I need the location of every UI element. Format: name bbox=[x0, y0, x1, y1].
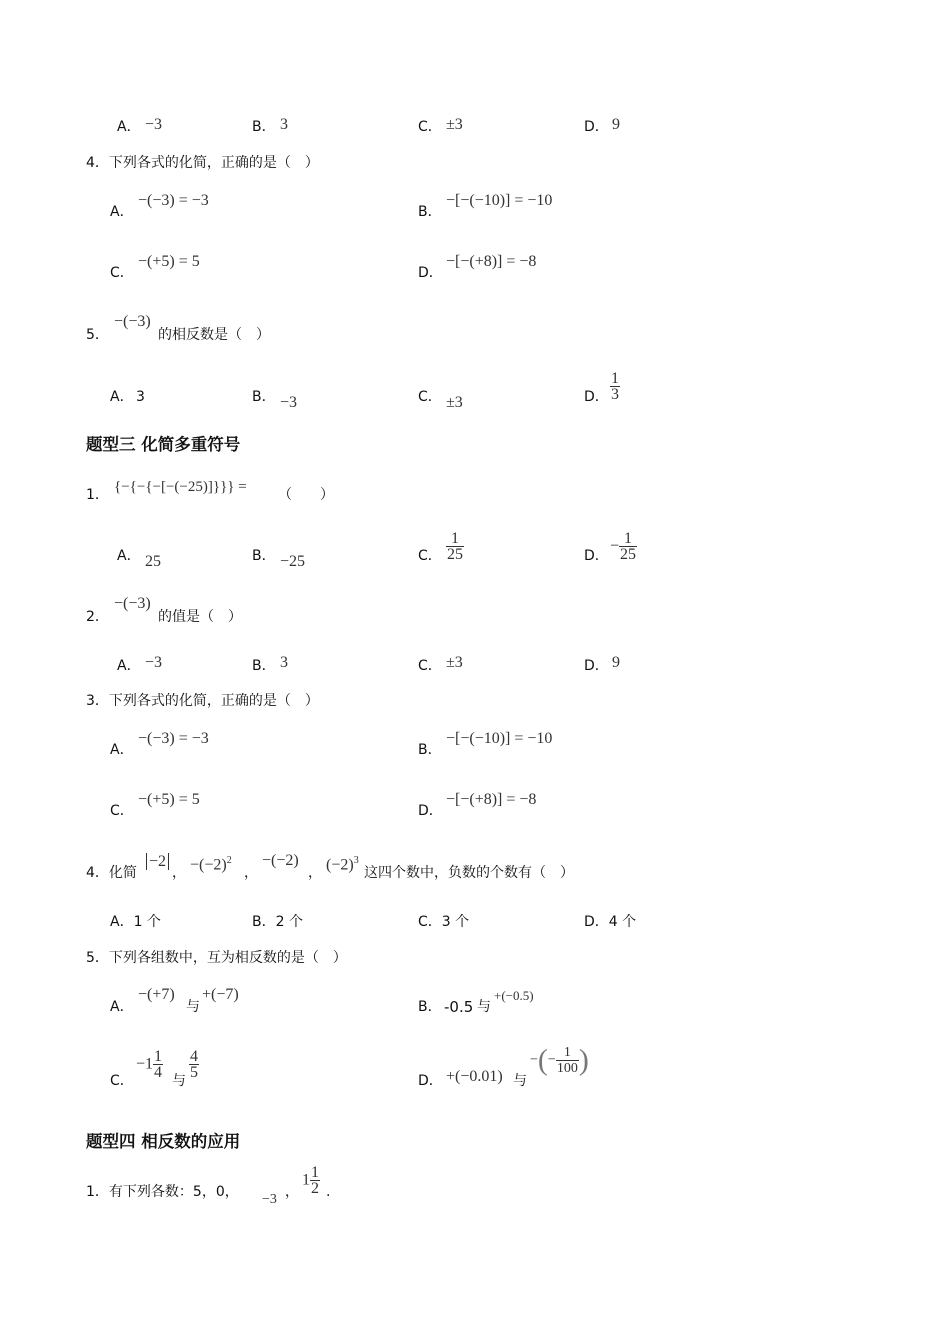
question-stem: 的值是（ ） bbox=[158, 609, 242, 625]
question-stem: （ ） bbox=[278, 487, 334, 503]
option-value-d: 9 bbox=[612, 116, 620, 133]
option-label-d: D． bbox=[584, 389, 609, 405]
option-label-a: A． bbox=[117, 658, 141, 674]
fraction-numerator: 1 bbox=[446, 531, 464, 547]
fraction-numerator: 4 bbox=[190, 1048, 198, 1065]
mixed-integer: 1 bbox=[302, 1171, 310, 1189]
option-fraction-d bbox=[610, 531, 637, 562]
option-label-a: A． bbox=[110, 999, 134, 1015]
question-number: 1． bbox=[86, 487, 109, 503]
minus-sign: − bbox=[547, 1052, 556, 1068]
fraction-denominator: 5 bbox=[190, 1064, 198, 1081]
option-value-b1: -0.5 bbox=[444, 998, 474, 1016]
option-value-b: −3 bbox=[280, 394, 298, 411]
option-fraction-d bbox=[610, 371, 620, 402]
question-stem-prefix: 4．化简 bbox=[86, 865, 137, 881]
section-title: 题型四 相反数的应用 bbox=[86, 1132, 241, 1151]
question-expression: {−{−{−[−(−25)]}}} = bbox=[114, 479, 247, 495]
fraction-denominator: 2 bbox=[311, 1180, 319, 1197]
option-value-c: ±3 bbox=[446, 654, 463, 671]
option-expression-b: −[−(−10)] = −10 bbox=[446, 730, 553, 747]
option-value-c: ±3 bbox=[446, 116, 463, 133]
option-value-b: 3 bbox=[280, 116, 288, 133]
minus-sign: − bbox=[610, 537, 620, 555]
option-expression-c: −(+5) = 5 bbox=[138, 253, 200, 270]
option-expression-d1: +(−0.01) bbox=[446, 1068, 503, 1085]
option-label-c: C． bbox=[110, 265, 134, 281]
option-label-d: D． bbox=[418, 265, 443, 281]
option-expression-a: −(−3) = −3 bbox=[138, 730, 209, 747]
option-value-d: 9 bbox=[612, 654, 620, 671]
option-label-c: C． bbox=[110, 803, 134, 819]
option-label-b: B． bbox=[418, 204, 442, 220]
power-exponent: 2 bbox=[226, 855, 232, 866]
section-title: 题型三 化简多重符号 bbox=[86, 435, 241, 454]
fraction-numerator: 1 bbox=[619, 531, 637, 547]
option-label-b: B． bbox=[252, 389, 276, 405]
mixed-integer: −1 bbox=[136, 1055, 154, 1073]
connector-yu: 与 bbox=[172, 1073, 186, 1089]
option-label-c: C． bbox=[110, 1073, 134, 1089]
option-expression-d: −[−(+8)] = −8 bbox=[446, 791, 537, 808]
option-mixed-fraction-c1 bbox=[136, 1049, 163, 1080]
comma-separator: ， bbox=[308, 865, 322, 881]
option-label-d: D． bbox=[418, 1073, 443, 1089]
fraction-denominator: 3 bbox=[611, 386, 619, 403]
question-stem: 1．有下列各数：5，0， bbox=[86, 1184, 239, 1200]
option-label-b: B． bbox=[418, 999, 442, 1015]
option-d: D．4 个 bbox=[584, 914, 637, 930]
option-label-a: A． bbox=[110, 204, 134, 220]
absolute-value-body: −2 bbox=[146, 853, 169, 870]
option-label-d: D． bbox=[418, 803, 443, 819]
option-label-a: A． bbox=[110, 742, 134, 758]
question-expression: −(−3) bbox=[114, 313, 151, 330]
question-stem: 4．下列各式的化简，正确的是（ ） bbox=[86, 155, 319, 171]
option-value-b: −25 bbox=[280, 553, 306, 570]
fraction-numerator: 1 bbox=[154, 1048, 163, 1065]
option-label-a: A． bbox=[117, 119, 141, 135]
option-expression-c: −(+5) = 5 bbox=[138, 791, 200, 808]
option-fraction-c bbox=[446, 531, 464, 562]
question-number: 2． bbox=[86, 609, 109, 625]
option-value-a: 3 bbox=[136, 389, 145, 405]
connector-yu: 与 bbox=[186, 999, 200, 1015]
option-b: B．2 个 bbox=[252, 914, 303, 930]
option-expression-a: −(−3) = −3 bbox=[138, 192, 209, 209]
option-label-c: C． bbox=[418, 658, 442, 674]
option-label-b: B． bbox=[252, 548, 276, 564]
negation-expression: −(−2) bbox=[262, 852, 299, 869]
fraction-denominator: 100 bbox=[556, 1061, 578, 1076]
option-value-b: 3 bbox=[280, 654, 288, 671]
option-label-d: D． bbox=[584, 658, 609, 674]
option-expression-a1: −(+7) bbox=[138, 986, 175, 1003]
question-stem: 5．下列各组数中，互为相反数的是（ ） bbox=[86, 950, 347, 966]
value-negative-three: −3 bbox=[262, 1192, 277, 1207]
question-stem-suffix: 这四个数中，负数的个数有（ ） bbox=[364, 865, 574, 881]
option-expression-a2: +(−7) bbox=[202, 986, 239, 1003]
question-stem: 的相反数是（ ） bbox=[158, 327, 270, 343]
option-value-a: −3 bbox=[145, 654, 163, 671]
power-base: −(−2) bbox=[190, 856, 227, 874]
fraction-denominator: 4 bbox=[154, 1064, 163, 1081]
option-label-a: A． bbox=[117, 548, 141, 564]
question-expression: −(−3) bbox=[114, 595, 151, 612]
question-stem: 3．下列各式的化简，正确的是（ ） bbox=[86, 693, 319, 709]
option-label-d: D． bbox=[584, 548, 609, 564]
question-number: 5． bbox=[86, 327, 109, 343]
power-expression-2 bbox=[326, 852, 359, 874]
comma-separator: ， bbox=[285, 1184, 299, 1200]
option-fraction-c2 bbox=[189, 1049, 199, 1080]
right-paren: ) bbox=[578, 1043, 589, 1077]
option-expression-d: −[−(+8)] = −8 bbox=[446, 253, 537, 270]
comma-separator: ， bbox=[172, 865, 186, 881]
power-exponent: 3 bbox=[353, 855, 359, 866]
fraction-numerator: 1 bbox=[611, 370, 619, 387]
option-expression-b: −[−(−10)] = −10 bbox=[446, 192, 553, 209]
comma-separator: ， bbox=[244, 865, 258, 881]
mixed-number-value bbox=[302, 1165, 320, 1196]
option-label-d: D． bbox=[584, 119, 609, 135]
option-label-b: B． bbox=[418, 742, 442, 758]
option-expression-d2 bbox=[530, 1045, 589, 1076]
option-value-a: −3 bbox=[145, 116, 163, 133]
option-value-c: ±3 bbox=[446, 394, 463, 411]
connector-yu: 与 bbox=[513, 1073, 527, 1089]
option-label-b: B． bbox=[252, 119, 276, 135]
fraction-numerator: 1 bbox=[556, 1045, 579, 1061]
power-expression-1 bbox=[190, 852, 232, 874]
fraction-denominator: 25 bbox=[620, 546, 637, 563]
left-paren: ( bbox=[537, 1043, 548, 1077]
option-a: A．1 个 bbox=[110, 914, 161, 930]
option-c: C．3 个 bbox=[418, 914, 470, 930]
option-label-c: C． bbox=[418, 389, 442, 405]
fraction-numerator: 1 bbox=[311, 1164, 319, 1181]
fraction-denominator: 25 bbox=[447, 546, 463, 563]
option-value-a: 25 bbox=[145, 553, 161, 570]
minus-sign: − bbox=[530, 1052, 538, 1068]
option-label-b: B． bbox=[252, 658, 276, 674]
option-label-c: C． bbox=[418, 119, 442, 135]
option-label-c: C． bbox=[418, 548, 442, 564]
absolute-value-expression bbox=[146, 853, 169, 871]
connector-yu: 与 bbox=[477, 999, 491, 1015]
option-expression-b2: +(−0.5) bbox=[494, 988, 534, 1003]
power-base: (−2) bbox=[326, 856, 354, 874]
period: . bbox=[326, 1184, 331, 1200]
option-label-a: A． bbox=[110, 389, 134, 405]
